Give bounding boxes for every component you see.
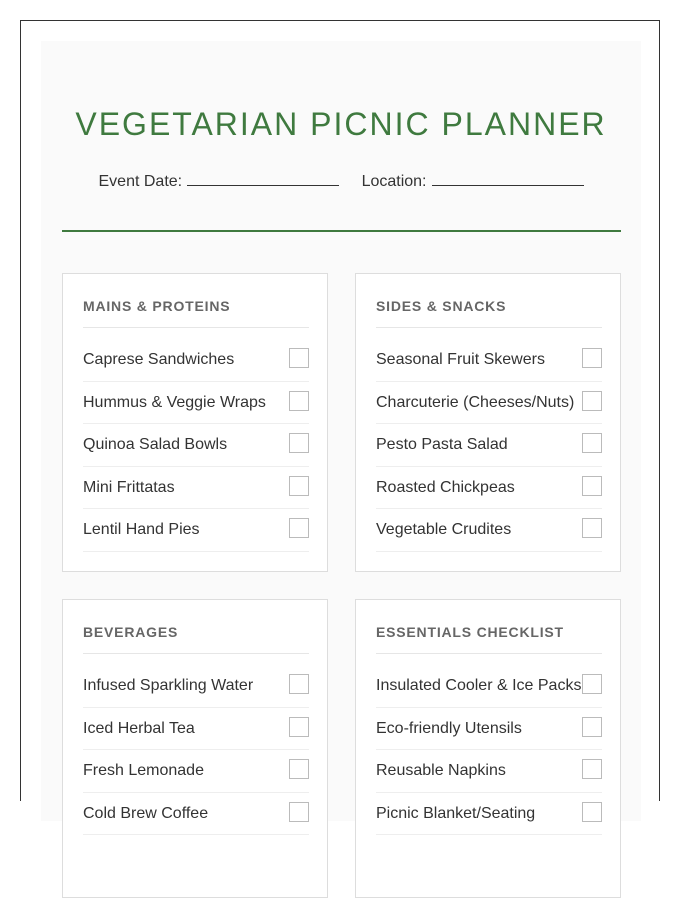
header-divider <box>62 230 621 232</box>
planner-content <box>41 41 641 821</box>
section-divider <box>376 327 602 328</box>
item-label: Reusable Napkins <box>376 762 506 780</box>
location-blank[interactable] <box>432 171 584 186</box>
item-checkbox[interactable] <box>582 433 602 453</box>
item-checkbox[interactable] <box>582 391 602 411</box>
list-item <box>83 708 309 751</box>
list-item <box>83 424 309 467</box>
list-item <box>376 708 602 751</box>
list-item <box>376 750 602 793</box>
item-checkbox[interactable] <box>582 802 602 822</box>
list-item <box>376 382 602 425</box>
item-checkbox[interactable] <box>289 433 309 453</box>
item-checkbox[interactable] <box>289 717 309 737</box>
item-checkbox[interactable] <box>289 476 309 496</box>
section-divider <box>83 653 309 654</box>
item-label: Infused Sparkling Water <box>83 677 254 694</box>
list-item <box>83 339 309 382</box>
item-checkbox[interactable] <box>289 348 309 368</box>
item-label: Insulated Cooler & Ice Packs <box>376 677 582 694</box>
list-item <box>83 467 309 510</box>
item-label: Seasonal Fruit Skewers <box>376 351 545 368</box>
list-item <box>83 665 309 708</box>
item-checkbox[interactable] <box>289 391 309 411</box>
list-item <box>376 509 602 552</box>
item-label: Eco-friendly Utensils <box>376 719 522 737</box>
item-checkbox[interactable] <box>582 674 602 694</box>
checklist <box>83 665 309 835</box>
location-field <box>362 171 584 191</box>
item-checkbox[interactable] <box>582 759 602 779</box>
list-item <box>83 509 309 552</box>
item-label: Caprese Sandwiches <box>83 351 235 368</box>
list-item <box>376 793 602 836</box>
list-item <box>376 339 602 382</box>
section-title: BEVERAGES <box>83 624 179 640</box>
location-label: Location: <box>361 173 427 190</box>
item-checkbox[interactable] <box>289 674 309 694</box>
item-label: Roasted Chickpeas <box>376 478 515 496</box>
page-title: VEGETARIAN PICNIC PLANNER <box>75 106 607 142</box>
checklist <box>376 339 602 552</box>
item-checkbox[interactable] <box>582 476 602 496</box>
list-item <box>376 665 602 708</box>
item-label: Pesto Pasta Salad <box>376 436 508 454</box>
checklist <box>376 665 602 835</box>
section-title: MAINS & PROTEINS <box>83 298 231 314</box>
section-beverages <box>62 599 328 898</box>
section-mains-proteins <box>62 273 328 572</box>
list-item <box>83 793 309 836</box>
event-date-field <box>99 171 340 191</box>
item-checkbox[interactable] <box>289 518 309 538</box>
item-label: Hummus & Veggie Wraps <box>83 393 266 411</box>
checklist <box>83 339 309 552</box>
item-label: Iced Herbal Tea <box>83 719 195 737</box>
item-checkbox[interactable] <box>582 717 602 737</box>
item-checkbox[interactable] <box>582 518 602 538</box>
item-checkbox[interactable] <box>289 759 309 779</box>
item-label: Quinoa Salad Bowls <box>83 436 228 454</box>
section-sides-snacks <box>355 273 621 572</box>
item-checkbox[interactable] <box>289 802 309 822</box>
list-item <box>83 382 309 425</box>
list-item <box>376 424 602 467</box>
item-label: Fresh Lemonade <box>83 762 204 780</box>
item-label: Vegetable Crudites <box>376 521 512 539</box>
section-title: SIDES & SNACKS <box>376 298 507 314</box>
section-divider <box>83 327 309 328</box>
list-item <box>83 750 309 793</box>
section-divider <box>376 653 602 654</box>
item-label: Cold Brew Coffee <box>83 804 209 822</box>
event-info <box>41 171 641 191</box>
event-date-blank[interactable] <box>187 171 339 186</box>
item-label: Mini Frittatas <box>83 478 175 496</box>
section-title: ESSENTIALS CHECKLIST <box>376 624 564 640</box>
item-label: Lentil Hand Pies <box>83 521 200 539</box>
planner-sheet <box>20 20 660 822</box>
item-checkbox[interactable] <box>582 348 602 368</box>
item-label: Picnic Blanket/Seating <box>376 804 536 822</box>
event-date-label: Event Date: <box>98 173 183 190</box>
item-label: Charcuterie (Cheeses/Nuts) <box>376 393 575 411</box>
list-item <box>376 467 602 510</box>
section-essentials-checklist <box>355 599 621 898</box>
